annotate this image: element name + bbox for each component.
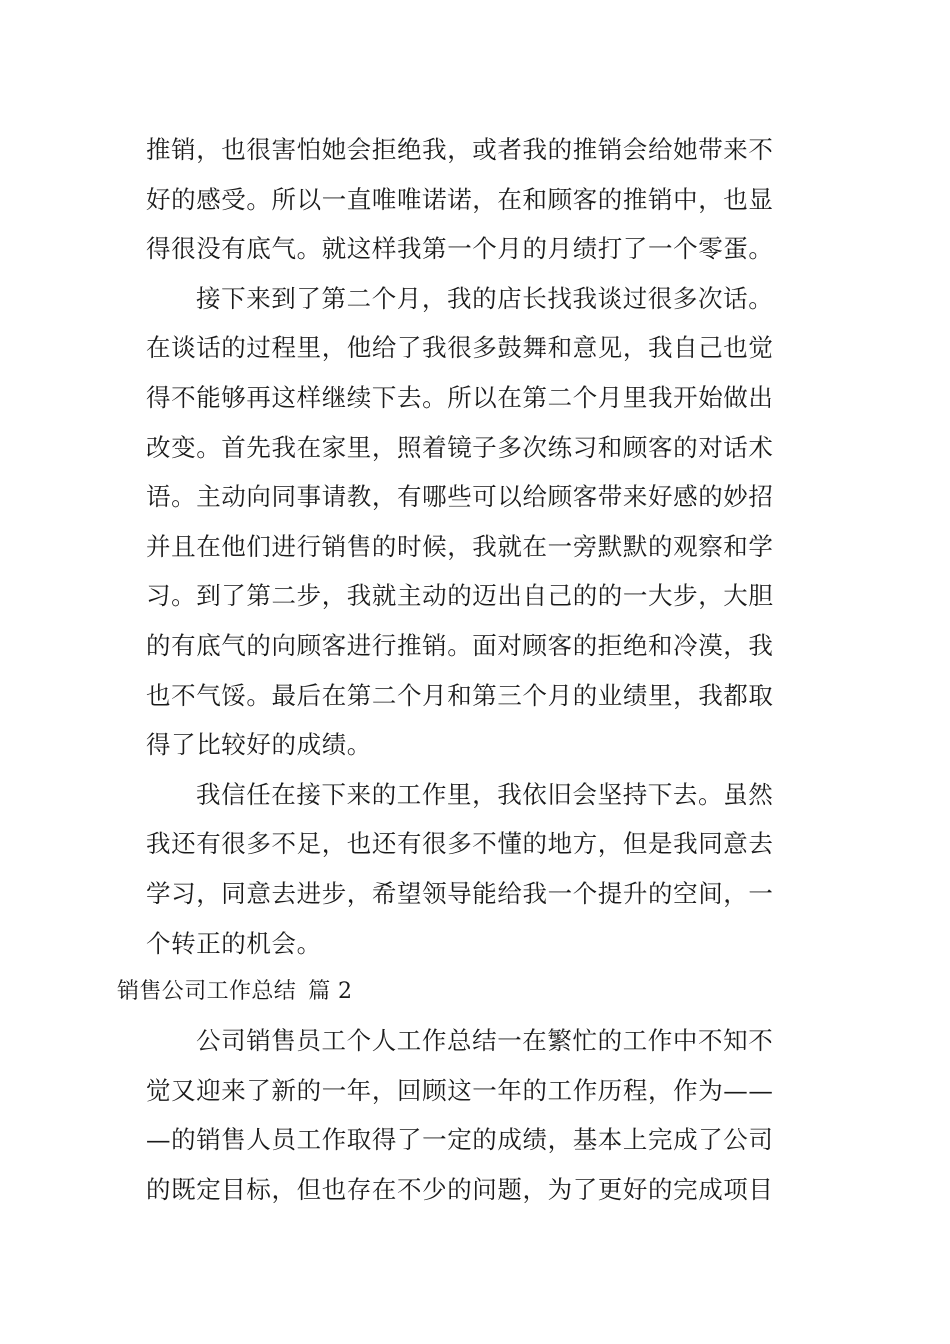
text-line: 改变。首先我在家里，照着镜子多次练习和顾客的对话术	[146, 432, 774, 462]
text-line: —的销售人员工作取得了一定的成绩，基本上完成了公司	[146, 1125, 774, 1155]
text-line: 得不能够再这样继续下去。所以在第二个月里我开始做出	[146, 382, 774, 412]
text-line: 的既定目标，但也存在不少的问题，为了更好的完成项目	[146, 1174, 774, 1204]
text-line: 推销，也很害怕她会拒绝我，或者我的推销会给她带来不	[146, 135, 774, 164]
text-line: 在谈话的过程里，他给了我很多鼓舞和意见，我自己也觉	[146, 333, 774, 363]
text-line: 我还有很多不足，也还有很多不懂的地方，但是我同意去	[146, 829, 774, 859]
text-line: 并且在他们进行销售的时候，我就在一旁默默的观察和学	[146, 531, 774, 561]
text-line: 觉又迎来了新的一年，回顾这一年的工作历程，作为——	[146, 1075, 774, 1105]
document-body	[117, 125, 808, 1214]
text-line: 的有底气的向顾客进行推销。面对顾客的拒绝和冷漠，我	[146, 630, 774, 660]
text-line: 好的感受。所以一直唯唯诺诺，在和顾客的推销中，也显	[146, 184, 774, 214]
text-line: 公司销售员工个人工作总结一在繁忙的工作中不知不	[196, 1026, 774, 1056]
paragraph-1	[146, 125, 808, 274]
text-line: 语。主动向同事请教，有哪些可以给顾客带来好感的妙招	[146, 482, 774, 512]
text-line: 我信任在接下来的工作里，我依旧会坚持下去。虽然	[196, 779, 774, 809]
text-line: 学习，同意去进步，希望领导能给我一个提升的空间，一	[146, 878, 774, 908]
section-heading	[117, 968, 808, 1016]
text-line: 也不气馁。最后在第二个月和第三个月的业绩里，我都取	[146, 680, 774, 710]
paragraph-4	[146, 1016, 808, 1214]
text-line: 接下来到了第二个月，我的店长找我谈过很多次话。	[196, 283, 774, 313]
text-line: 习。到了第二步，我就主动的迈出自己的的一大步，大胆	[146, 581, 774, 611]
text-line: 得很没有底气。就这样我第一个月的月绩打了一个零蛋。	[146, 234, 774, 264]
text-line: 得了比较好的成绩。	[146, 730, 372, 760]
section-title: 销售公司工作总结	[117, 979, 297, 1005]
text-line: 个转正的机会。	[146, 928, 322, 958]
paragraph-3	[146, 770, 808, 968]
section-number: 篇 2	[308, 979, 353, 1005]
paragraph-2	[146, 274, 808, 770]
